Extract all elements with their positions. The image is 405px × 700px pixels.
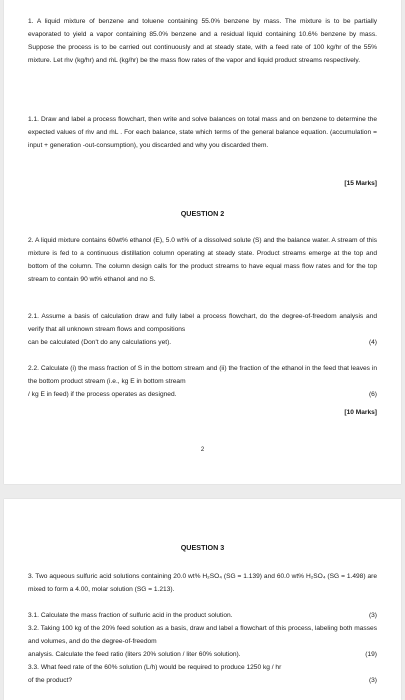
question-2-1-mark: (4) (368, 339, 377, 346)
document-page-2 (4, 499, 401, 700)
question-3-3-mark: (3) (368, 677, 377, 684)
page-number: 2 (200, 447, 205, 453)
question-2-intro: 2. A liquid mixture contains 60wt% ethanol (E), 5.0 wt% of a dissolved solute (S) and the balance water. A stream of this mixture is fed to a continuous distillation column operating at steady state. Product streams emerge at the top and bottom of the column. The column design calls for the product streams to have equal mass flow rates and for the top stream to contain 90 wt% ethanol and no S. (28, 237, 377, 283)
question-3-1-text: 3.1. Calculate the mass fraction of sulfuric acid in the product solution. (28, 612, 233, 619)
question-3-heading: QUESTION 3 (180, 543, 225, 552)
document-page-1 (4, 0, 401, 484)
question-3-1-line (28, 609, 377, 622)
question-3-3-last: of the product? (28, 677, 72, 684)
question-1-1-text: 1.1. Draw and label a process flowchart, then write and solve balances on total mass and on benzene to determine the expected values of ṁv and ṁL . For each balance, state which terms of the general balance equation. (accumulation = input + generation -out-consumption), you discarded and why you discarded them. (28, 116, 377, 149)
question-1-intro: 1. A liquid mixture of benzene and toluene containing 55.0% benzene by mass. The mixture is to be partially evaporated to yield a vapor containing 85.0% benzene and a residual liquid containing 10.6% benzene by mass. Suppose the process is to be carried out continuously and at steady state, with a feed rate of 100 kg/hr of the 55% mixture. Let ṁv (kg/hr) and ṁL (kg/hr) be the mass flow rates of the vapor and liquid product streams respectively. (28, 18, 377, 64)
question-3-3 (28, 661, 377, 687)
question-3-2-last-line (28, 648, 377, 661)
question-2-2-last-line (28, 388, 377, 401)
question-2-heading: QUESTION 2 (180, 209, 225, 218)
question-3-3-text: 3.3. What feed rate of the 60% solution (L/h) would be required to produce 1250 kg / hr (28, 664, 282, 671)
question-2-1-text: 2.1. Assume a basis of calculation draw and fully label a process flowchart, do the degree-of-freedom analysis and verify that all unknown stream flows and compositions (28, 313, 377, 333)
question-3-2-text: 3.2. Taking 100 kg of the 20% feed solution as a basis, draw and label a flowchart of this process, labeling both masses and volumes, and do the degree-of-freedom (28, 625, 377, 645)
question-3-2 (28, 622, 377, 661)
question-2-2-last: / kg E in feed) if the process operates as designed. (28, 391, 177, 398)
question-3-2-mark: (19) (365, 651, 377, 658)
question-2-2-mark: (6) (368, 391, 377, 398)
question-2-1-last-line (28, 336, 377, 349)
question-2-marks: [10 Marks] (344, 409, 377, 416)
question-2-2-text: 2.2. Calculate (i) the mass fraction of S in the bottom stream and (ii) the fraction of the ethanol in the feed that leaves in the bottom product stream (i.e., kg E in bottom stream (28, 365, 377, 385)
question-3-1 (28, 609, 377, 622)
question-3-intro: 3. Two aqueous sulfuric acid solutions containing 20.0 wt% H₂SO₄ (SG = 1.139) and 60.0 wt% H₂SO₄ (SG = 1.498) are mixed to form a 4.00, molar solution (SG = 1.213). (28, 573, 377, 593)
question-3-3-last-line (28, 674, 377, 687)
question-1-marks: [15 Marks] (344, 180, 377, 187)
question-3-1-mark: (3) (368, 612, 377, 619)
question-2-1-last: can be calculated (Don't do any calculations yet). (28, 339, 172, 346)
question-3-2-last: analysis. Calculate the feed ratio (liters 20% solution / liter 60% solution). (28, 651, 241, 658)
question-2-1 (28, 310, 377, 349)
question-2-2 (28, 362, 377, 401)
